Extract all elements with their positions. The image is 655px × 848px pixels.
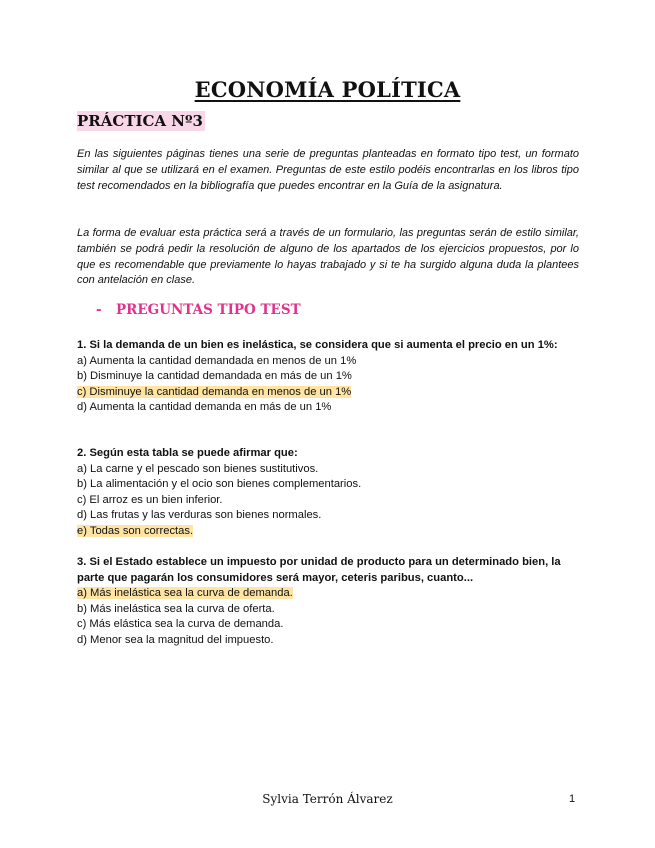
document-title: ECONOMÍA POLÍTICA	[194, 77, 461, 102]
question-text: 2. Según esta tabla se puede afirmar que:	[77, 447, 298, 459]
question-text: 1. Si la demanda de un bien es inelástica, se considera que si aumenta el precio en un 1%:	[77, 339, 558, 351]
answer-option: b) La alimentación y el ocio son bienes complementarios.	[77, 478, 362, 491]
answer-option: b) Disminuye la cantidad demandada en más de un 1%	[77, 370, 352, 383]
section-heading-text: PREGUNTAS TIPO TEST	[116, 302, 301, 318]
answer-option: d) Aumenta la cantidad demanda en más de un 1%	[77, 401, 332, 414]
answer-option-highlighted: a) Más inelástica sea la curva de demanda.	[77, 587, 293, 600]
intro-paragraph-2: La forma de evaluar esta práctica será a través de un formulario, las preguntas serán de estilo similar, también se podrá pedir la resolución de alguno de los apartados de los ejercicios propuestos, por lo que es recomendable que previamente lo hayas trabajado y si te ha surgido alguna duda la plantees con antelación en clase.	[77, 227, 579, 287]
question-1	[77, 338, 579, 416]
practice-number-heading: PRÁCTICA Nº3	[77, 112, 203, 130]
answer-option-highlighted: e) Todas son correctas.	[77, 524, 194, 537]
page-number: 1	[569, 793, 576, 805]
question-3	[77, 555, 579, 649]
intro-paragraph-1: En las siguientes páginas tienes una serie de preguntas planteadas en formato tipo test, un formato similar al que se utilizará en el examen. Preguntas de este estilo podéis encontrarlas en los libros tipo test recomendados en la bibliografía que puedes encontrar en la Guía de la asignatura.	[77, 148, 579, 192]
answer-option: b) Más inelástica sea la curva de oferta.	[77, 602, 275, 615]
answer-option-highlighted: c) Disminuye la cantidad demanda en menos de un 1%	[77, 385, 352, 398]
question-2	[77, 446, 579, 540]
answer-option: d) Menor sea la magnitud del impuesto.	[77, 633, 274, 646]
answer-option: a) Aumenta la cantidad demandada en menos de un 1%	[77, 354, 357, 367]
answer-option: d) Las frutas y las verduras son bienes normales.	[77, 509, 322, 522]
section-heading	[96, 302, 301, 318]
answer-option: c) El arroz es un bien inferior.	[77, 493, 223, 506]
question-text: 3. Si el Estado establece un impuesto por unidad de producto para un determinado bien, la parte que pagarán los consumidores será mayor, ceteris paribus, cuanto...	[77, 556, 561, 584]
section-dash: -	[96, 302, 102, 318]
answer-option: c) Más elástica sea la curva de demanda.	[77, 618, 284, 631]
footer-author: Sylvia Terrón Álvarez	[262, 792, 393, 806]
answer-option: a) La carne y el pescado son bienes sustitutivos.	[77, 462, 319, 475]
